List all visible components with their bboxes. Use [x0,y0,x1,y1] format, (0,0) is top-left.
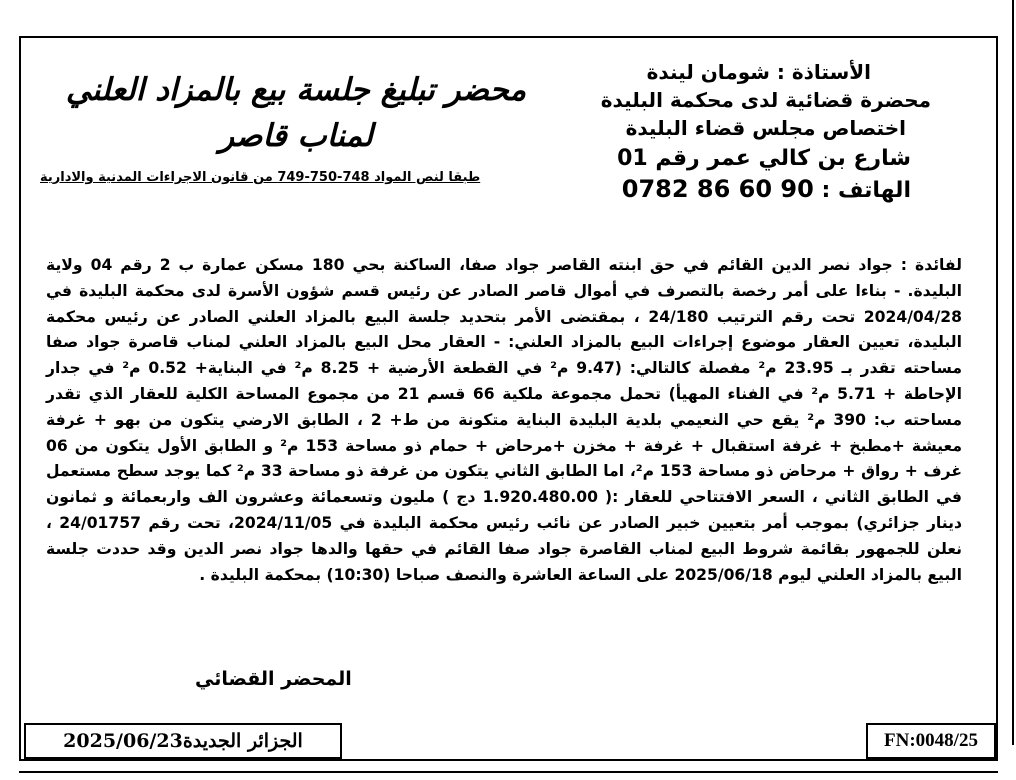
jurisdiction: اختصاص مجلس قضاء البليدة [625,116,906,140]
page-edge-line [1012,0,1014,745]
address: شارع بن كالي عمر رقم 01 [617,146,911,171]
document-title: محضر تبليغ جلسة بيع بالمزاد العلني [65,72,527,108]
signature: المحضر القضائي [195,668,352,690]
document-title-block [40,70,552,185]
author-role: محضرة قضائية لدى محكمة البليدة [600,88,931,112]
legal-basis: طبقا لنص المواد 748-750-749 من قانون الاجراءات المدنية والادارية [40,170,481,185]
notice-body: لفائدة : جواد نصر الدين القائم في حق ابنته القاصر جواد صفا، الساكنة بحي 180 مسكن عمارة ب 2 رقم 04 ولاية البليدة. - بناءا على أمر رخصة بالتصرف في أموال قاصر الصادر عن رئيس قسم شؤون الأسرة لدى محكمة البليدة في 2024/04/28 تحت رقم الترتيب 24/180 ، بمقتضى الأمر بتحديد جلسة البيع بالمزاد العلني الصادر عن رئيس محكمة البليدة، تعيين العقار موضوع إجراءات البيع بالمزاد العلني: - العقار محل البيع بالمزاد العلني لمناب قاصرة جواد صفا مساحته تقدر بـ 23.95 م² مفصلة كالتالي: (9.47 م² في القطعة الأرضية + 8.25 م² في البناية+ 0.52 م² في جدار الإحاطة + 5.71 م² في الفناء المهيأ) تحمل مجموعة ملكية 66 قسم 21 من مجموع المساحة الكلية للعقار الذي تقدر مساحته ب: 390 م² يقع حي النعيمي بلدية البليدة البناية متكونة من ط+ 2 ، الطابق الارضي يتكون من بهو + غرفة معيشة +مطبخ + غرفة استقبال + غرفة + مخزن +مرحاض + حمام ذو مساحة 153 م² و الطابق الأول يتكون من 06 غرف + رواق + مرحاض ذو مساحة 153 م²، اما الطابق الثاني يتكون من غرفة ذو مساحة 33 م² كما يوجد سطح مستعمل في الطابق الثاني ، السعر الافتتاحي للعقار :( 1.920.480.00 دج ) مليون وتسعمائة وعشرون الف واربعمائة و ثمانون دينار جزائري) بموجب أمر بتعيين خبير الصادر عن نائب رئيس محكمة البليدة في 2024/11/05، تحت رقم 24/01757 ، نعلن للجمهور بقائمة شروط البيع لمناب القاصرة جواد صفا القائم في حقها والدها جواد نصر الدين وقد حددت جلسة البيع بالمزاد العلني ليوم 2025/06/18 على الساعة العاشرة والنصف صباحا (10:30) بمحكمة البليدة . [46,256,963,584]
phone-label: الهاتف : [821,178,911,203]
phone-number: 0782 86 60 90 [621,175,814,203]
phone-line [591,175,911,203]
publication-date-box: الجزائر الجديدة2025/06/23 [24,723,342,759]
file-number-box: FN:0048/25 [866,723,996,759]
bottom-divider [19,771,998,773]
author-name: الأستاذة : شومان ليندة [646,60,871,84]
document-title-line2: لمناب قاصر [219,118,373,154]
bailiff-header [591,60,931,203]
